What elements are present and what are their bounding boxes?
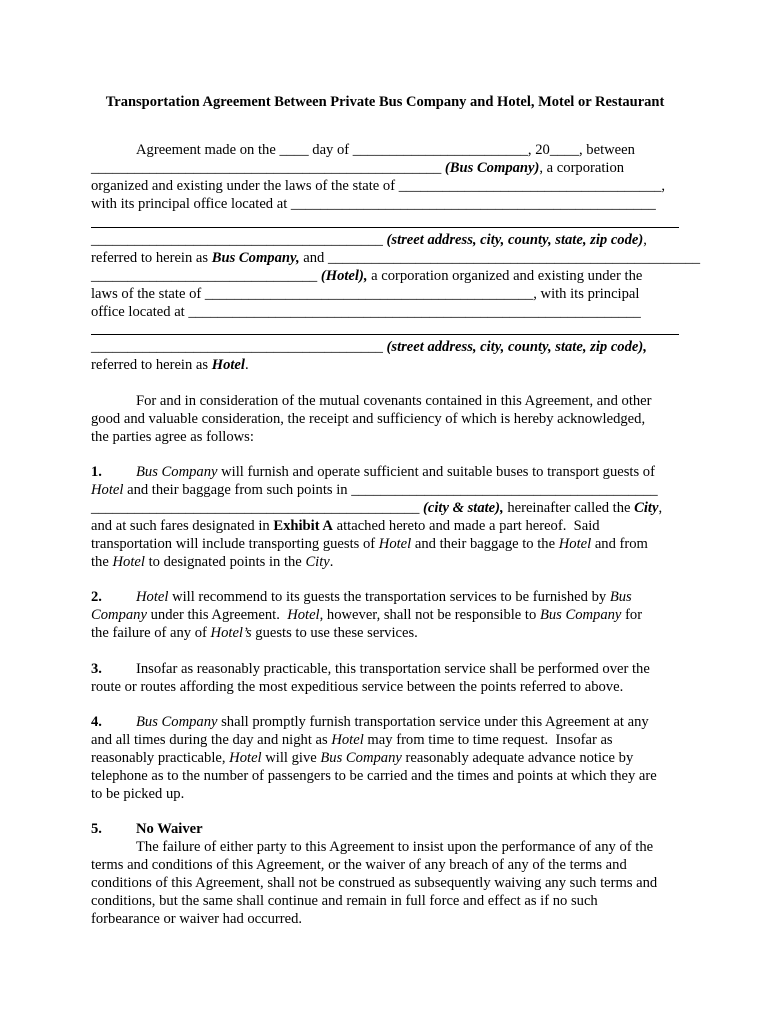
section-5-line: The failure of either party to this Agreement to insist upon the performance of any of the — [136, 839, 654, 855]
section-5-line: terms and conditions of this Agreement, or the waiver of any breach of any of the terms and — [91, 857, 627, 873]
consideration-line: the parties agree as follows: — [91, 429, 254, 445]
preamble-line: with its principal office located at __________________________________________________ — [91, 196, 656, 212]
section-1-line: and at such fares designated in Exhibit A attached hereto and made a part hereof. Said — [91, 518, 600, 534]
consideration-line: good and valuable consideration, the receipt and sufficiency of which is hereby acknowledged, — [91, 411, 646, 427]
preamble-line: laws of the state of _____________________________________________, with its principal — [91, 286, 640, 302]
section-4-line: to be picked up. — [91, 786, 185, 802]
section-1-line: _____________________________________________ (city & state), hereinafter called the City, — [91, 500, 663, 516]
document-title: Transportation Agreement Between Private Bus Company and Hotel, Motel or Restaurant — [105, 94, 665, 110]
section-number: 3. — [91, 661, 102, 677]
section-4-line: telephone as to the number of passengers to be carried and the times and points at which they are — [91, 768, 657, 784]
section-1-line: transportation will include transporting guests of Hotel and their baggage to the Hotel and from — [91, 536, 648, 552]
consideration-line: For and in consideration of the mutual covenants contained in this Agreement, and other — [136, 393, 652, 409]
section-1-line: Hotel and their baggage from such points in __________________________________________ — [91, 482, 658, 498]
section-5-line: conditions of this Agreement, shall not be construed as subsequently waiving any such terms and — [91, 875, 658, 891]
section-number: 1. — [91, 464, 102, 480]
section-2-line: Hotel will recommend to its guests the transportation services to be furnished by Bus — [136, 589, 632, 605]
section-heading: No Waiver — [136, 821, 203, 837]
section-4-line: and all times during the day and night as Hotel may from time to time request. Insofar as — [91, 732, 613, 748]
bus-company-label: Bus Company, — [211, 250, 300, 266]
address-blank-line — [91, 334, 679, 335]
address-blank-line — [91, 227, 679, 228]
section-4-line: Bus Company shall promptly furnish transportation service under this Agreement at any — [136, 714, 649, 730]
section-5-line: forbearance or waiver had occurred. — [91, 911, 303, 927]
exhibit-reference: Exhibit A — [273, 518, 333, 534]
address-label: (street address, city, county, state, zip code) — [386, 232, 644, 248]
preamble-line: _______________________________ (Hotel), a corporation organized and existing under the — [91, 268, 643, 284]
hotel-label: Hotel — [211, 357, 245, 373]
preamble-line: referred to herein as Bus Company, and ___________________________________________________ — [91, 250, 701, 266]
preamble-line: Agreement made on the ____ day of ________________________, 20____, between — [136, 142, 635, 158]
address-label: (street address, city, county, state, zip code), — [386, 339, 647, 355]
section-2-line: the failure of any of Hotel’s guests to use these services. — [91, 625, 418, 641]
section-2-line: Company under this Agreement. Hotel, however, shall not be responsible to Bus Company for — [91, 607, 643, 623]
section-number: 2. — [91, 589, 102, 605]
preamble-line: ________________________________________ (street address, city, county, state, zip code), — [91, 339, 647, 355]
hotel-label: (Hotel), — [320, 268, 368, 284]
preamble-line: ________________________________________ (street address, city, county, state, zip code), — [91, 232, 647, 248]
section-number: 5. — [91, 821, 102, 837]
section-1-line: the Hotel to designated points in the City. — [91, 554, 334, 570]
preamble-line: ________________________________________________ (Bus Company), a corporation — [91, 160, 625, 176]
section-3-line: Insofar as reasonably practicable, this transportation service shall be performed over the — [136, 661, 650, 677]
preamble-line: office located at ______________________________________________________________ — [91, 304, 641, 320]
bus-company-label: (Bus Company) — [444, 160, 540, 176]
section-5-line: conditions, but the same shall continue and remain in full force and effect as if no such — [91, 893, 598, 909]
preamble-line: organized and existing under the laws of the state of ____________________________________, — [91, 178, 666, 194]
section-3-line: route or routes affording the most expeditious service between the points referred to above. — [91, 679, 624, 695]
section-4-line: reasonably practicable, Hotel will give Bus Company reasonably adequate advance notice by — [91, 750, 634, 766]
preamble-line: referred to herein as Hotel. — [91, 357, 249, 373]
section-number: 4. — [91, 714, 102, 730]
section-1-line: Bus Company will furnish and operate sufficient and suitable buses to transport guests of — [136, 464, 655, 480]
